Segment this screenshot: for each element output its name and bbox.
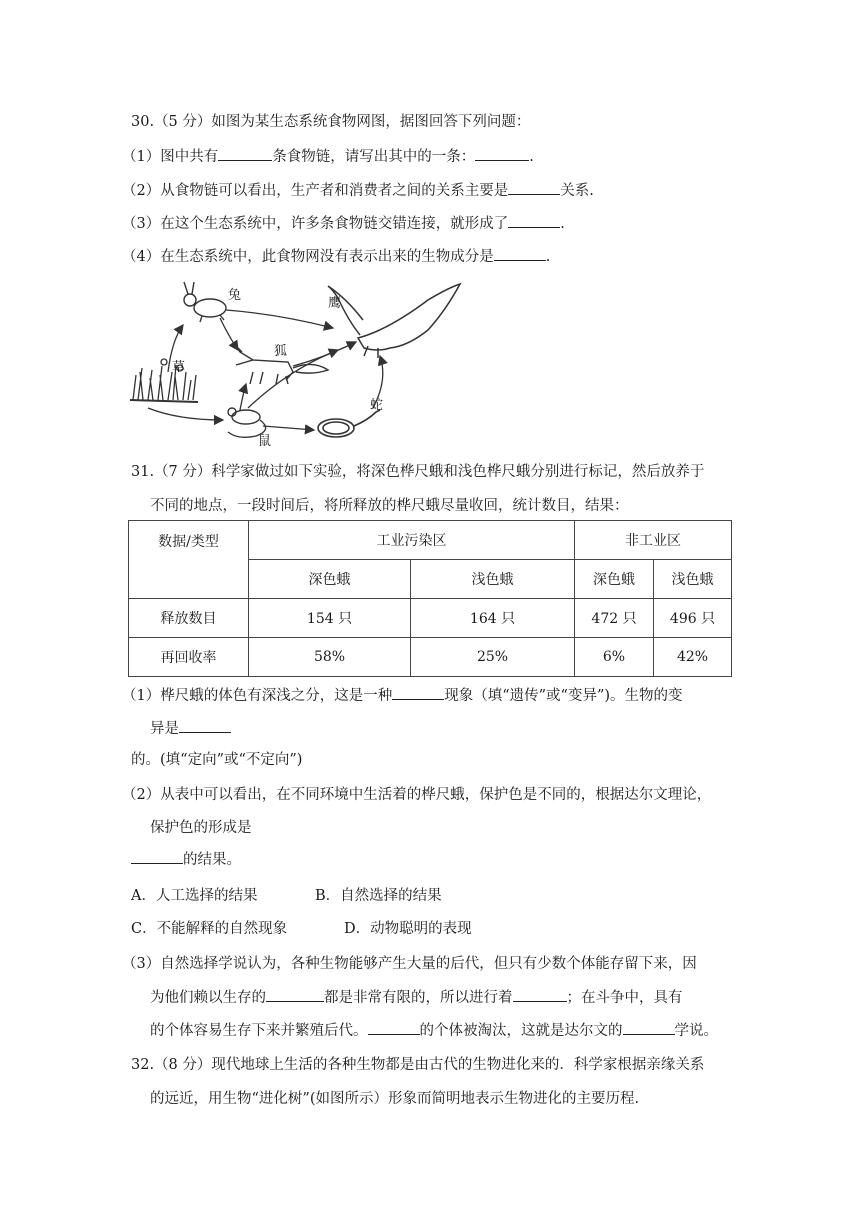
q32-stem-line1: 32.（8 分）现代地球上生活的各种生物都是由古代的生物进化来的．科学家根据亲缘关系 [131, 1057, 705, 1073]
q31-part3-text-c3: 学说。 [674, 1023, 718, 1039]
table-subheader: 浅色蛾 [654, 560, 732, 599]
option-a[interactable]: A．人工选择的结果 [131, 888, 258, 904]
q31-part3-text-b1: 为他们赖以生存的 [150, 990, 266, 1006]
q31-part3-text-c1: 的个体容易生存下来并繁殖后代。 [150, 1023, 368, 1039]
q30-part1 [122, 147, 534, 167]
answer-blank[interactable] [494, 260, 546, 261]
eagle-label: 鹰 [328, 296, 342, 311]
q30-part2 [122, 181, 594, 201]
table-subheader: 浅色蛾 [411, 560, 575, 599]
q31-part3-text-c2: 的个体被淘汰，这就是达尔文的 [419, 1023, 623, 1039]
q31-part3-cont1 [150, 988, 683, 1008]
answer-blank[interactable] [508, 194, 560, 195]
q31-part3-cont2 [150, 1021, 718, 1041]
q31-stem-line1: 31.（7 分）科学家做过如下实验，将深色桦尺蛾和浅色桦尺蛾分别进行标记，然后放养于 [131, 464, 705, 480]
table-corner-header: 数据/类型 [129, 521, 249, 599]
q31-part1-cont [150, 719, 231, 739]
q30-part3 [122, 214, 565, 234]
q32-stem-line2: 的远近，用生物“进化树”(如图所示）形象而简明地表示生物进化的主要历程. [150, 1091, 640, 1107]
q30-part2-text-b: 关系. [560, 183, 594, 199]
answer-blank[interactable] [218, 160, 272, 161]
q31-part2-end [131, 850, 241, 870]
table-cell: 164 只 [411, 599, 575, 638]
table-row-label: 再回收率 [129, 638, 249, 677]
arrow-grass-mouse [148, 408, 223, 420]
eagle-icon [328, 284, 460, 358]
q30-part1-text-b: 条食物链，请写出其中的一条： [272, 149, 476, 165]
q31-part2-cont: 保护色的形成是 [150, 820, 252, 836]
q30-part3-text-a: （3）在这个生态系统中，许多条食物链交错连接，就形成了 [122, 216, 509, 232]
table-cell: 42% [654, 638, 732, 677]
arrow-rabbit-eagle [226, 310, 333, 328]
q30-part3-text-b: . [560, 216, 565, 232]
grass-icon [130, 359, 198, 402]
q30-part1-text-a: （1）图中共有 [122, 149, 219, 165]
option-c[interactable]: C．不能解释的自然现象 [131, 921, 288, 937]
answer-blank[interactable] [475, 160, 529, 161]
food-web-figure [128, 280, 473, 450]
snake-label: 蛇 [370, 398, 384, 413]
q30-part2-text-a: （2）从食物链可以看出，生产者和消费者之间的关系主要是 [122, 183, 509, 199]
table-subheader: 深色蛾 [249, 560, 411, 599]
answer-blank[interactable] [368, 1034, 420, 1035]
q31-part1 [122, 686, 683, 706]
arrow-fox-eagle [293, 342, 356, 366]
answer-blank[interactable] [508, 227, 560, 228]
q31-part3: （3）自然选择学说认为，各种生物能够产生大量的后代，但只有少数个体能存留下来，因 [122, 956, 697, 972]
q31-stem-line2: 不同的地点，一段时间后，将所释放的桦尺蛾尽量收回，统计数目，结果： [150, 498, 629, 514]
q31-part1-text-b: 现象（填“遗传”或“变异”)。生物的变 [444, 688, 683, 704]
q31-part1-end: 的。(填“定向”或“不定向”) [131, 752, 303, 768]
answer-blank[interactable] [392, 699, 444, 700]
answer-blank[interactable] [266, 1001, 324, 1002]
table-row [129, 599, 732, 638]
table-cell: 6% [575, 638, 654, 677]
snake-icon [318, 410, 380, 437]
table-row [129, 638, 732, 677]
q31-part2-text-c: 的结果。 [183, 852, 241, 868]
q31-part3-text-b2: 都是非常有限的，所以进行着 [324, 990, 513, 1006]
answer-blank[interactable] [623, 1034, 675, 1035]
moth-data-table [128, 520, 732, 677]
q30-part4-text-b: . [545, 249, 551, 265]
grass-label: 草 [172, 360, 186, 375]
table-cell: 496 只 [654, 599, 732, 638]
answer-blank[interactable] [179, 732, 231, 733]
rabbit-label: 兔 [228, 288, 242, 303]
q31-part1-text-c: 异是 [150, 721, 179, 737]
q30-part1-text-c: . [529, 149, 534, 165]
answer-blank[interactable] [131, 863, 183, 864]
mouse-label: 鼠 [258, 434, 272, 449]
table-cell: 25% [411, 638, 575, 677]
option-b[interactable]: B．自然选择的结果 [315, 888, 442, 904]
arrow-mouse-fox [240, 384, 246, 410]
q30-part4 [122, 247, 550, 267]
q31-part2: （2）从表中可以看出，在不同环境中生活着的桦尺蛾，保护色是不同的，根据达尔文理论， [122, 787, 712, 803]
q31-part3-text-b3: ；在斗争中，具有 [566, 990, 683, 1006]
rabbit-icon [184, 282, 226, 322]
arrow-rabbit-fox [220, 318, 238, 350]
table-cell: 58% [249, 638, 411, 677]
option-d[interactable]: D．动物聪明的表现 [344, 921, 472, 937]
answer-blank[interactable] [513, 1001, 567, 1002]
table-row-label: 释放数目 [129, 599, 249, 638]
table-group-header: 工业污染区 [249, 521, 575, 560]
q30-stem: 30.（5 分）如图为某生态系统食物网图，据图回答下列问题： [131, 114, 531, 130]
q31-part1-text-a: （1）桦尺蛾的体色有深浅之分，这是一种 [122, 688, 393, 704]
fox-label: 狐 [274, 344, 288, 359]
table-cell: 472 只 [575, 599, 654, 638]
table-group-header: 非工业区 [575, 521, 732, 560]
table-subheader: 深色蛾 [575, 560, 654, 599]
table-cell: 154 只 [249, 599, 411, 638]
q30-part4-text-a: （4）在生态系统中，此食物网没有表示出来的生物成分是 [122, 249, 494, 265]
